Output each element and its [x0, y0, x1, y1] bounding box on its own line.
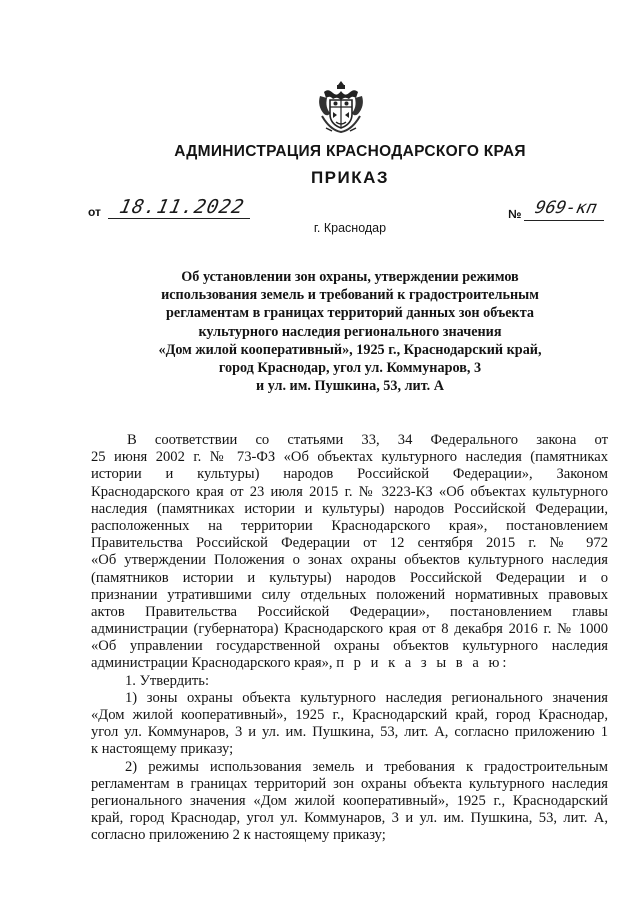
organization-title: АДМИНИСТРАЦИЯ КРАСНОДАРСКОГО КРАЯ — [174, 143, 526, 160]
subject-line: город Краснодар, угол ул. Коммунаров, 3 — [218, 360, 482, 377]
item-1-2-line: край, город Краснодар, угол ул. Коммунаров, 3 и ул. им. Пушкина, 53, лит. А, — [91, 810, 608, 827]
body-line — [91, 655, 608, 672]
body-line: 25 июня 2002 г. № 73-ФЗ «Об объектах культурного наследия (памятниках — [91, 449, 608, 466]
city-line: г. Краснодар — [313, 221, 387, 235]
item-1-2-line: регионального значения «Дом жилой кооперативный», 1925 г., Краснодарский — [91, 792, 608, 809]
subject-block — [100, 268, 600, 395]
number-label: № — [508, 207, 522, 221]
document-type: ПРИКАЗ — [310, 168, 390, 187]
subject-line: культурного наследия регионального значения — [198, 323, 502, 340]
date-label: от — [88, 205, 101, 219]
handwritten-number: 969-кп — [533, 198, 599, 218]
item-1-1-line: угол ул. Коммунаров, 3 и ул. им. Пушкина, 53, лит. А, согласно приложению 1 — [91, 724, 608, 741]
number-underline — [524, 220, 604, 221]
body-line: Краснодарского края от 23 июля 2015 г. № 3223-КЗ «Об объектах культурного — [91, 483, 608, 500]
body-line: «Об управлении государственной охраны объектов культурного наследия — [91, 638, 608, 655]
subject-line: регламентам в границах территорий данных зон объекта — [166, 305, 534, 322]
body-line: наследия (памятниках истории и культуры) народов Российской Федерации, — [91, 500, 608, 517]
item-1-2-line: согласно приложению 2 к настоящему приказу; — [91, 827, 386, 844]
subject-line: использования земель и требований к градостроительным — [161, 287, 539, 304]
body-line: администрации (губернатора) Краснодарского края от 8 декабря 2016 г. № 1000 — [91, 621, 608, 638]
item-1-2-line: 2) режимы использования земель и требования к градостроительным — [125, 758, 608, 775]
order-word: п р и к а з ы в а ю: — [336, 655, 510, 672]
item-1-2-line: регламентам в границах территорий зон охраны объекта культурного наследия — [91, 775, 608, 792]
item-1-1-line: к настоящему приказу; — [91, 741, 234, 758]
coat-of-arms-icon — [316, 78, 366, 134]
body-line: (памятников истории и культуры) народов Российской Федерации и о — [91, 569, 608, 586]
subject-line: и ул. им. Пушкина, 53, лит. А — [256, 378, 444, 395]
item-1-1-line: «Дом жилой кооперативный», 1925 г., Краснодарский край, город Краснодар, — [91, 707, 608, 723]
body-text — [91, 432, 608, 845]
date-underline — [108, 218, 250, 219]
handwritten-date: 18.11.2022 — [117, 196, 247, 218]
body-line: истории и культуры) народов Российской Федерации», Законом — [91, 466, 608, 483]
body-line: «Об утверждении Положения о зонах охраны объектов культурного наследия — [91, 552, 608, 569]
body-line: актов Правительства Российской Федерации», постановлением главы — [91, 603, 608, 620]
body-line-text: администрации Краснодарского края», — [91, 655, 333, 672]
item-1-1-line: 1) зоны охраны объекта культурного наследия регионального значения — [125, 689, 608, 706]
item-1-title: 1. Утвердить: — [125, 672, 210, 689]
subject-line: «Дом жилой кооперативный», 1925 г., Краснодарский край, — [158, 341, 542, 358]
body-line: расположенных на территории Краснодарского края», постановлением — [91, 517, 608, 534]
body-line: В соответствии со статьями 33, 34 Федерального закона от — [127, 432, 608, 448]
subject-line: Об установлении зон охраны, утверждении режимов — [181, 269, 519, 285]
body-line: Правительства Российской Федерации от 12 сентября 2015 г. № 972 — [91, 535, 608, 552]
body-line: признании утратившими силу отдельных положений нормативных правовых — [91, 586, 608, 603]
